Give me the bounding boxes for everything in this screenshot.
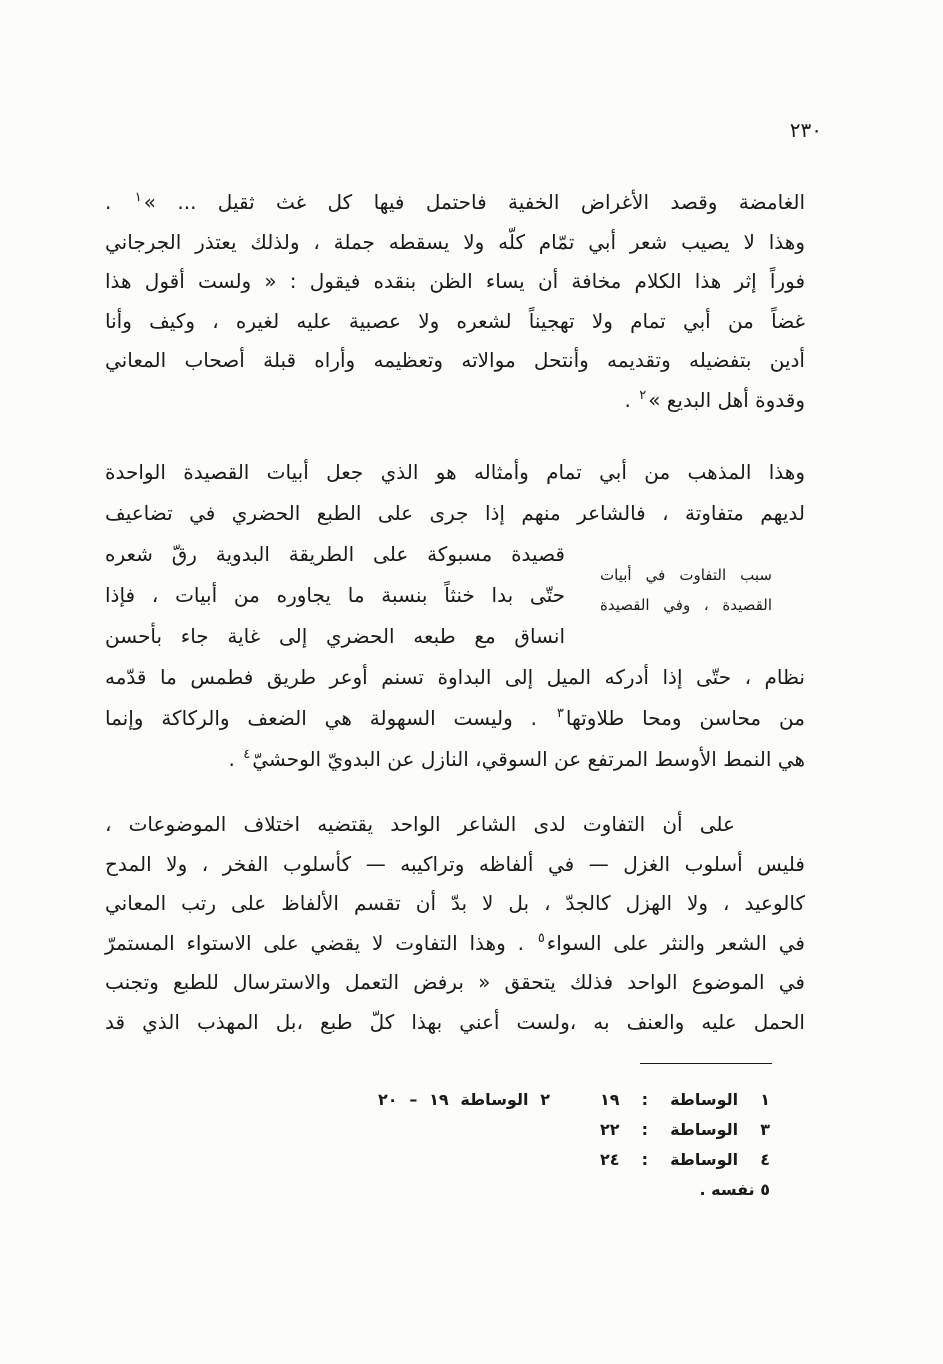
text-line: كالوعيد ، ولا الهزل كالجدّ ، بل لا بدّ أن تقسم الألفاظ على رتب المعاني bbox=[105, 891, 805, 915]
line-text-after: . bbox=[105, 190, 133, 214]
paragraph bbox=[105, 183, 805, 420]
text-line: حتّى بدا خنثاً بنسبة ما يجاوره من أبيات ، فإذا bbox=[105, 583, 565, 607]
text-line: لديهم متفاوتة ، فالشاعر منهم إذا جرى على الطبع الحضري في تضاعيف bbox=[105, 501, 805, 525]
footnote: ٤ الوساطة : ٢٤ bbox=[600, 1150, 770, 1169]
margin-note-line: القصيدة ، وفي القصيدة bbox=[600, 596, 772, 614]
text-line bbox=[105, 183, 805, 223]
footnotes-column bbox=[600, 1085, 770, 1205]
text-line: أدين بتفضيله وتقديمه وأنتحل موالاته وتعظيمه وأراه قبلة أصحاب المعاني bbox=[105, 348, 805, 372]
line-text: وقدوة أهل البديع » bbox=[648, 387, 805, 412]
footnote-divider bbox=[640, 1063, 772, 1064]
text-line: وهذا لا يصيب شعر أبي تمّام كلّه ولا يسقطه جملة ، ولذلك يعتذر الجرجاني bbox=[105, 229, 805, 254]
line-text: في الشعر والنثر على السواء bbox=[546, 930, 805, 955]
line-text-after: . bbox=[228, 747, 242, 771]
text-line bbox=[105, 381, 805, 421]
text-line bbox=[105, 739, 805, 780]
line-text: الغامضة وقصد الأغراض الخفية فاحتمل فيها كل غث ثقيل ... » bbox=[143, 190, 806, 214]
footnote-ref: ٢ bbox=[639, 387, 647, 403]
margin-note-line: سبب التفاوت في أبيات bbox=[600, 566, 772, 584]
footnote: ١ الوساطة : ١٩ bbox=[600, 1090, 770, 1109]
text-line bbox=[105, 698, 805, 739]
text-line: وهذا المذهب من أبي تمام وأمثاله هو الذي جعل أبيات القصيدة الواحدة bbox=[105, 460, 805, 484]
line-text-after: . bbox=[624, 387, 638, 412]
text-line: فليس أسلوب الغزل — في ألفاظه وتراكيبه — كأسلوب الفخر ، ولا المدح bbox=[105, 851, 805, 876]
footnotes-column bbox=[378, 1085, 550, 1115]
text-line: قصيدة مسبوكة على الطريقة البدوية رقّ شعره bbox=[105, 542, 565, 566]
paragraph bbox=[105, 805, 805, 1042]
text-line: الحمل عليه والعنف به ،ولست أعني بهذا كلّ طبع ،بل المهذب الذي قد bbox=[105, 1009, 805, 1034]
footnote: ٣ الوساطة : ٢٢ bbox=[600, 1120, 770, 1139]
page-number: ٢٣٠ bbox=[789, 118, 822, 142]
margin-note bbox=[600, 560, 772, 620]
footnote: ٥ نفسه . bbox=[699, 1180, 770, 1199]
line-text-after: . وليست السهولة هي الضعف والركاكة وإنما bbox=[105, 706, 555, 730]
footnote: ٢ الوساطة ١٩ – ٢٠ bbox=[378, 1090, 550, 1109]
line-text-after: . وهذا التفاوت لا يقضي على الاستواء المستمرّ bbox=[105, 930, 536, 955]
text-line: انساق مع طبعه الحضري إلى غاية جاء بأحسن bbox=[105, 624, 565, 648]
text-line: غضاً من أبي تمام ولا تهجيناً لشعره ولا عصبية عليه لغيره ، وكيف وأنا bbox=[105, 308, 805, 333]
text-line: على أن التفاوت لدى الشاعر الواحد يقتضيه اختلاف الموضوعات ، bbox=[105, 812, 735, 836]
text-line: نظام ، حتّى إذا أدركه الميل إلى البداوة تسنم أوعر طريق فطمس ما قدّمه bbox=[105, 665, 805, 689]
footnote-ref: ١ bbox=[134, 190, 142, 206]
text-line bbox=[105, 924, 805, 964]
footnote-ref: ٥ bbox=[537, 930, 545, 946]
text-line: في الموضوع الواحد فذلك يتحقق « برفض التعمل والاسترسال للطبع وتجنب bbox=[105, 970, 805, 994]
line-text: هي النمط الأوسط المرتفع عن السوقي، النازل عن البدويّ الوحشيّ bbox=[252, 747, 805, 771]
text-line: فوراً إثر هذا الكلام مخافة أن يساء الظن بنقده فيقول : « ولست أقول هذا bbox=[105, 269, 805, 293]
footnote-ref: ٣ bbox=[556, 706, 564, 722]
footnote-ref: ٤ bbox=[243, 747, 251, 763]
line-text: من محاسن ومحا طلاوتها bbox=[565, 706, 805, 730]
